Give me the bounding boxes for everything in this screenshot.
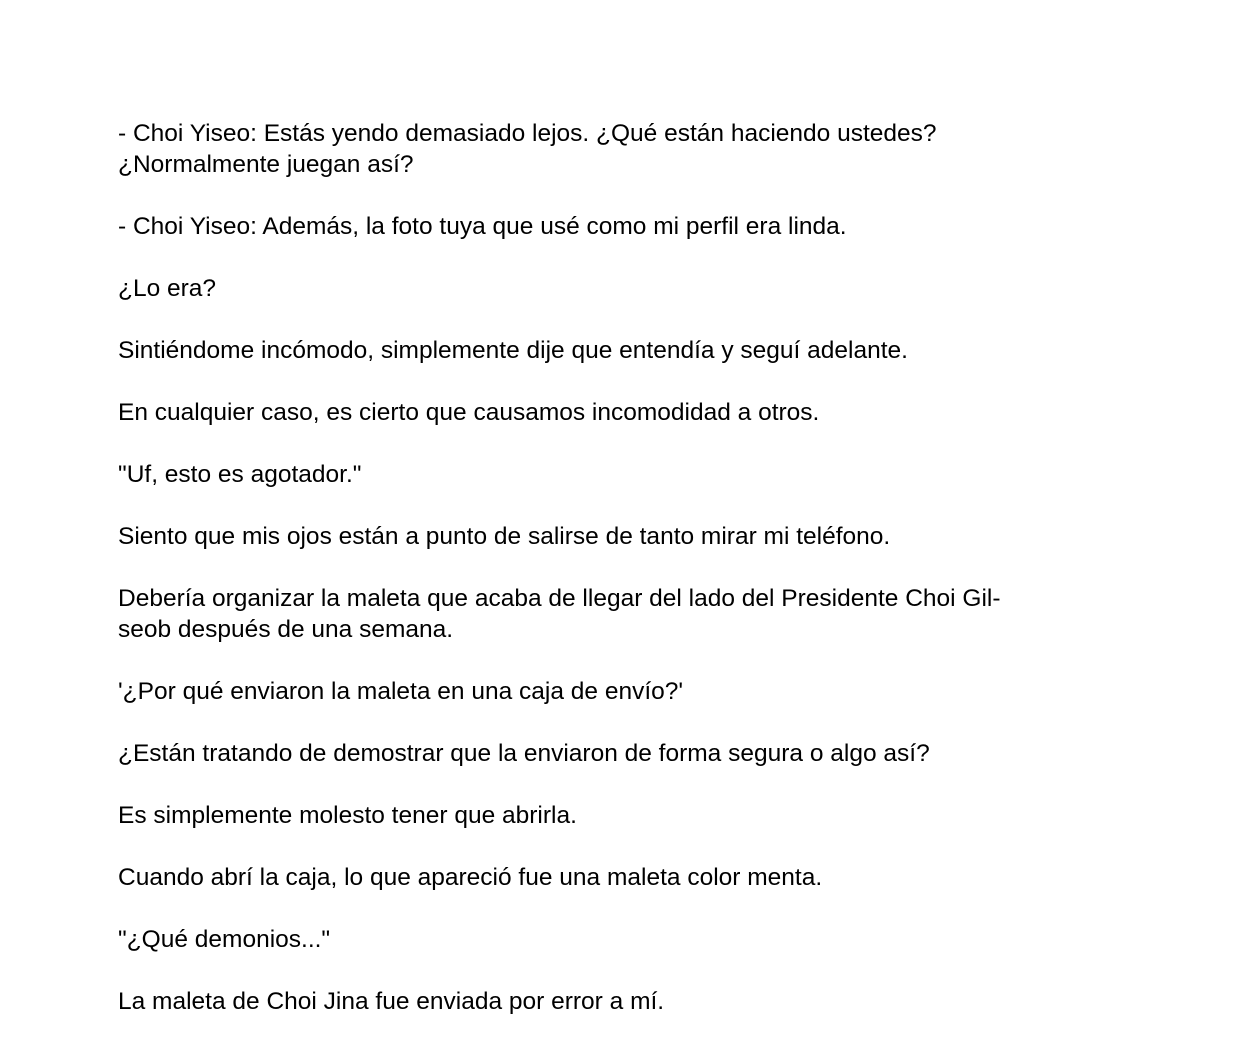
paragraph <box>118 583 1118 645</box>
text-line: "¿Qué demonios..." <box>118 926 331 953</box>
paragraph <box>118 862 1118 893</box>
paragraph <box>118 924 1118 955</box>
text-line: En cualquier caso, es cierto que causamos incomodidad a otros. <box>118 399 820 426</box>
text-line: "Uf, esto es agotador." <box>118 461 362 488</box>
text-line: - Choi Yiseo: Estás yendo demasiado lejos. ¿Qué están haciendo ustedes? <box>118 120 937 147</box>
paragraph <box>118 273 1118 304</box>
text-line: ¿Están tratando de demostrar que la enviaron de forma segura o algo así? <box>118 740 930 767</box>
text-line: '¿Por qué enviaron la maleta en una caja de envío?' <box>118 678 684 705</box>
text-line: Sintiéndome incómodo, simplemente dije que entendía y seguí adelante. <box>118 337 908 364</box>
paragraph <box>118 335 1118 366</box>
text-line: La maleta de Choi Jina fue enviada por error a mí. <box>118 988 665 1015</box>
paragraph <box>118 986 1118 1017</box>
paragraph <box>118 521 1118 552</box>
text-line: - Choi Yiseo: Además, la foto tuya que usé como mi perfil era linda. <box>118 213 847 240</box>
text-line: ¿Normalmente juegan así? <box>118 151 414 178</box>
text-line: Debería organizar la maleta que acaba de llegar del lado del Presidente Choi Gil- <box>118 585 1001 612</box>
paragraph <box>118 397 1118 428</box>
text-line: seob después de una semana. <box>118 616 454 643</box>
paragraph <box>118 800 1118 831</box>
text-line: Es simplemente molesto tener que abrirla. <box>118 802 577 829</box>
text-line: Cuando abrí la caja, lo que apareció fue una maleta color menta. <box>118 864 823 891</box>
paragraph <box>118 118 1118 180</box>
text-line: Siento que mis ojos están a punto de salirse de tanto mirar mi teléfono. <box>118 523 891 550</box>
document-page <box>118 118 1118 1048</box>
paragraph <box>118 211 1118 242</box>
paragraph <box>118 738 1118 769</box>
paragraph <box>118 459 1118 490</box>
text-line: ¿Lo era? <box>118 275 217 302</box>
paragraph <box>118 676 1118 707</box>
